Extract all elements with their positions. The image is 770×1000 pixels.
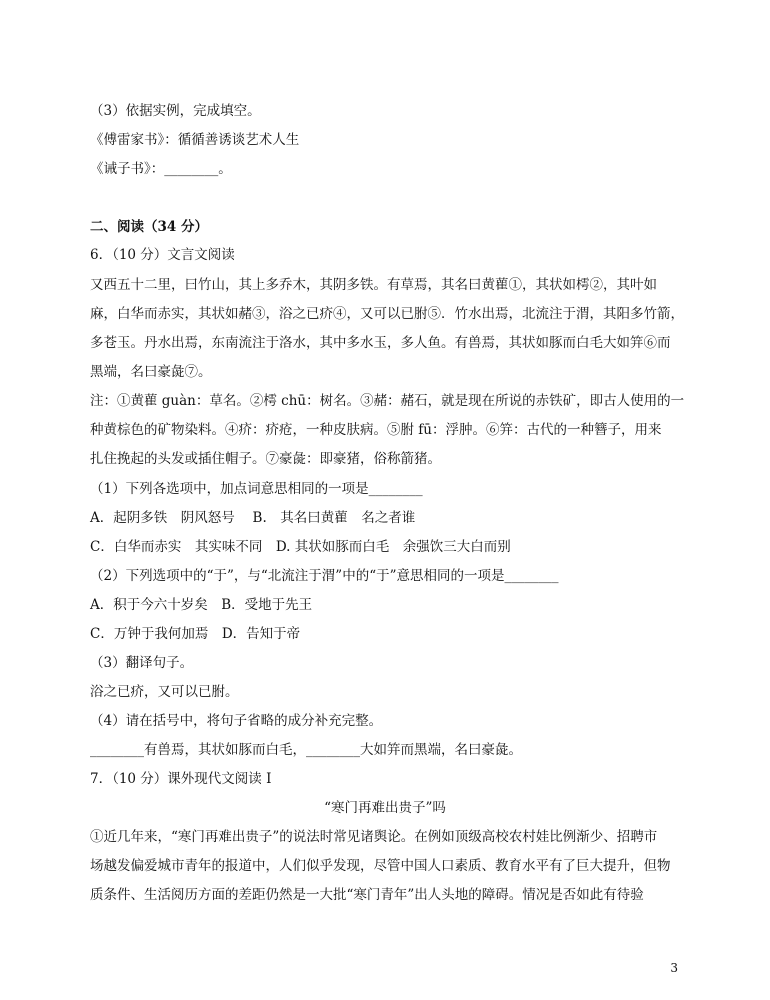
- passage-line-4: 黑端，名曰豪彘⑦。: [90, 364, 212, 380]
- sentence-to-translate: 浴之已疥，又可以已胕。: [90, 684, 239, 700]
- notes-line-1: 注：①黄雚 guàn：草名。②樗 chū：树名。③赭：赭石，就是现在所说的赤铁矿，即古人使用的一: [90, 393, 685, 409]
- passage-line-1: 又西五十二里，曰竹山，其上多乔木，其阴多铁。有草焉，其名曰黄雚①，其状如樗②，其叶如: [90, 277, 657, 293]
- subquestion-2: （2）下列选项中的“于”，与“北流注于渭”中的“于”意思相同的一项是________: [90, 568, 559, 584]
- page-number: 3: [670, 961, 678, 975]
- fill-blank-jiezishu: 《诫子书》：________。: [90, 161, 232, 177]
- subquestion-4-sentence: ________有兽焉，其状如豚而白毛，________大如笄而黑端，名曰豪彘。: [90, 742, 522, 758]
- article-para-line-1: ①近几年来，“寒门再难出贵子”的说法时常见诸舆论。在例如顶级高校农村娃比例渐少、招聘市: [90, 829, 658, 845]
- question-7-title: 7．（10 分）课外现代文阅读 I: [90, 771, 272, 787]
- question-3-prompt: （3）依据实例，完成填空。: [90, 103, 261, 119]
- example-fu-lei: 《傅雷家书》：循循善诱谈艺术人生: [90, 132, 300, 148]
- article-para-line-3: 质条件、生活阅历方面的差距仍然是一大批“寒门青年”出人头地的障碍。情况是否如此有待验: [90, 887, 644, 903]
- article-para-line-2: 场越发偏爱城市青年的报道中，人们似乎发现，尽管中国人口素质、教育水平有了巨大提升，但物: [90, 858, 671, 874]
- subquestion-1-options-cd: C．白华而赤实 其实味不同 D. 其状如豚而白毛 余强饮三大白而别: [90, 539, 511, 555]
- subquestion-1-options-ab: A．起阴多铁 阴风怒号 B. 其名曰黄雚 名之者谁: [90, 510, 416, 526]
- subquestion-4: （4）请在括号中，将句子省略的成分补充完整。: [90, 713, 383, 729]
- section-heading-reading: 二、阅读（34 分）: [90, 219, 208, 235]
- article-title: “寒门再难出贵子”吗: [324, 800, 446, 816]
- subquestion-1: （1）下列各选项中，加点词意思相同的一项是________: [90, 481, 423, 497]
- passage-line-2: 麻，白华而赤实，其状如赭③，浴之已疥④，又可以已胕⑤．竹水出焉，北流注于渭，其阳多竹箭，: [90, 306, 684, 322]
- question-6-title: 6．（10 分）文言文阅读: [90, 247, 235, 263]
- subquestion-3: （3）翻译句子。: [90, 655, 194, 671]
- notes-line-2: 种黄棕色的矿物染料。④疥：疥疮，一种皮肤病。⑤胕 fū：浮肿。⑥笄：古代的一种簪子，用来: [90, 422, 662, 438]
- subquestion-2-options-cd: C．万钟于我何加焉 D．告知于帝: [90, 626, 301, 642]
- subquestion-2-options-ab: A．积于今六十岁矣 B．受地于先王: [90, 597, 313, 613]
- passage-line-3: 多苍玉。丹水出焉，东南流注于洛水，其中多水玉，多人鱼。有兽焉，其状如豚而白毛大如笄⑥而: [90, 335, 671, 351]
- notes-line-3: 扎住挽起的头发或插住帽子。⑦豪彘：即豪猪，俗称箭猪。: [90, 451, 441, 467]
